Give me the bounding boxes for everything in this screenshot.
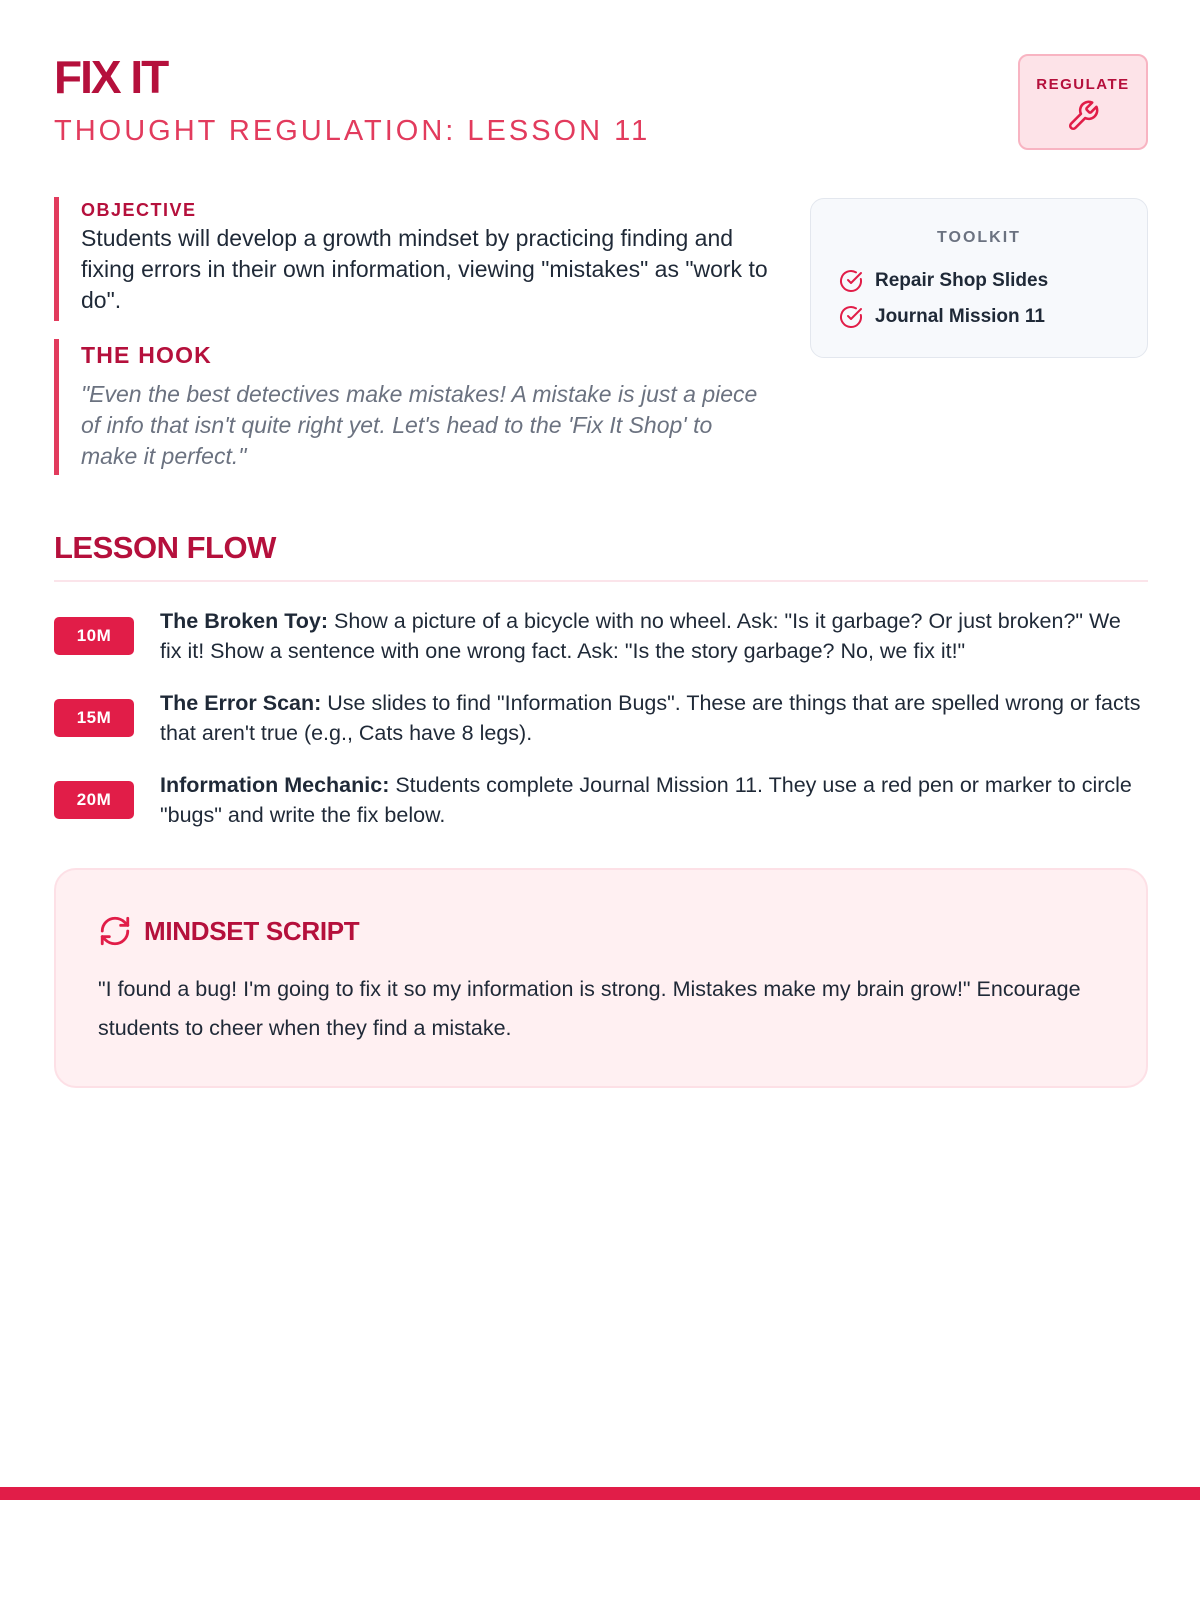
hook-label: THE HOOK [81, 342, 212, 368]
toolkit-title: TOOLKIT [937, 229, 1021, 246]
step-description: Show a picture of a bicycle with no wheel. Ask: "Is it garbage? Or just broken?" We fix it! Show a sentence with one wrong fact. Ask: "Is the story garbage? No, we fix it!" [160, 609, 1121, 663]
mindset-script-header [98, 914, 1106, 948]
lesson-step [54, 688, 1148, 748]
hook-block [54, 339, 774, 475]
step-description: Use slides to find "Information Bugs". These are things that are spelled wrong or facts that aren't true (e.g., Cats have 8 legs). [160, 691, 1141, 745]
step-name: The Broken Toy: [160, 609, 329, 633]
step-description: Students complete Journal Mission 11. They use a red pen or marker to circle "bugs" and write the fix below. [160, 773, 1132, 827]
lesson-flow-list [54, 606, 1148, 830]
lesson-flow-heading: LESSON FLOW [54, 530, 276, 565]
check-circle-icon [839, 305, 863, 329]
toolkit-item [839, 263, 1147, 299]
mindset-script-card [54, 868, 1148, 1088]
step-name: The Error Scan: [160, 691, 322, 715]
refresh-icon [98, 914, 132, 948]
step-name: Information Mechanic: [160, 773, 390, 797]
lesson-subtitle: THOUGHT REGULATION: LESSON 11 [54, 115, 651, 147]
time-badge: 20M [54, 781, 134, 819]
toolkit-item-label: Repair Shop Slides [875, 270, 1049, 291]
section-divider [54, 580, 1148, 582]
objective-block [54, 197, 774, 321]
check-circle-icon [839, 269, 863, 293]
mindset-script-text: "I found a bug! I'm going to fix it so my information is strong. Mistakes make my brain grow!" Encourage students to cheer when they find a mistake. [98, 977, 1081, 1040]
objective-text: Students will develop a growth mindset by practicing finding and fixing errors in their own information, viewing "mistakes" as "work to do". [81, 225, 768, 313]
lesson-page [54, 0, 1148, 1088]
lesson-step [54, 606, 1148, 666]
footer-accent-bar [0, 1487, 1200, 1500]
toolkit-item [839, 299, 1147, 335]
lesson-header [54, 0, 1148, 180]
step-text [160, 770, 1148, 830]
step-text [160, 606, 1148, 666]
hook-text: "Even the best detectives make mistakes! A mistake is just a piece of info that isn't quite right yet. Let's head to the 'Fix It Shop' to make it perfect." [81, 381, 758, 469]
objective-label: OBJECTIVE [81, 200, 197, 220]
toolkit-item-label: Journal Mission 11 [875, 306, 1045, 327]
mindset-script-title: MINDSET SCRIPT [144, 915, 360, 946]
badge-label: REGULATE [1036, 76, 1130, 93]
lesson-step [54, 770, 1148, 830]
lesson-title: FIX IT [54, 51, 168, 103]
toolkit-card [810, 198, 1148, 358]
time-badge: 15M [54, 699, 134, 737]
time-badge: 10M [54, 617, 134, 655]
toolkit-list [811, 263, 1147, 335]
step-text [160, 688, 1148, 748]
regulate-badge [1018, 54, 1148, 150]
intro-row [54, 180, 1148, 475]
intro-left-column [54, 197, 774, 475]
wrench-icon [1066, 99, 1100, 133]
